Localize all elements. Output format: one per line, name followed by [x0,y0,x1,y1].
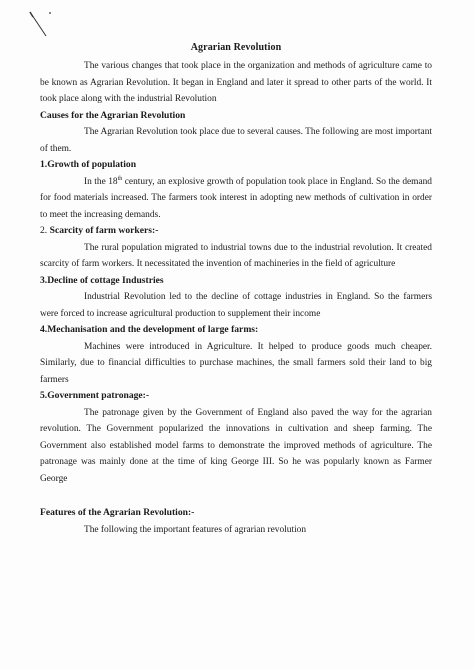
section-heading-scarcity [40,223,432,240]
ordinal-suffix: th [117,175,123,182]
document-body [40,42,432,538]
section-body-population-part2: century, an explosive growth of population took place in England. So the demand for food materials increased. The farmers took interest in adopting new methods of cultivation in order to meet the increasing demands. [40,176,432,220]
causes-heading: Causes for the Agrarian Revolution [40,109,186,121]
intro-paragraph: The various changes that took place in the organization and methods of agriculture came to be known as Agrarian Revolution. It began in England and later it spread to other parts of the world. It took place along with the industrial Revolution [40,61,432,104]
section-heading-cottage: 3.Decline of cottage Industries [40,274,164,286]
section-heading-mechanisation: 4.Mechanisation and the development of large farms: [40,324,259,335]
features-heading: Features of the Agrarian Revolution:- [40,507,195,518]
section-body-population-part1: In the 18 [84,176,118,187]
pen-mark [0,0,60,40]
section-heading-patronage: 5.Government patronage:- [40,390,150,401]
document-title: Agrarian Revolution [190,42,282,53]
section-body-mechanisation: Machines were introduced in Agriculture. It helped to produce goods much cheaper. Similarly, due to financial difficulties to purchase machines, the small farmers sold their land to big farmers [40,341,432,385]
section-body-cottage: Industrial Revolution led to the decline of cottage industries in England. So the farmers were forced to increase agricultural production to supplement their income [40,292,432,319]
features-intro-paragraph: The following the important features of agrarian revolution [84,524,307,535]
section-heading-population: 1.Growth of population [40,159,137,170]
section-body-population [40,174,432,224]
section-heading-scarcity-number: 2. [40,225,48,236]
section-body-scarcity: The rural population migrated to industrial towns due to the industrial revolution. It created scarcity of farm workers. It necessitated the invention of machineries in the field of agriculture [40,242,432,269]
causes-intro-paragraph: The Agrarian Revolution took place due to several causes. The following are most important of them. [40,127,432,154]
section-body-patronage: The patronage given by the Government of England also paved the way for the agrarian revolution. The Government popularized the innovations in cultivation and sheep farming. The Government also established model farms to demonstrate the improved methods of agriculture. The patronage was mainly done at the time of king George III. So he was popularly known as Farmer George [40,407,432,484]
section-heading-scarcity-text: Scarcity of farm workers:- [49,225,159,236]
